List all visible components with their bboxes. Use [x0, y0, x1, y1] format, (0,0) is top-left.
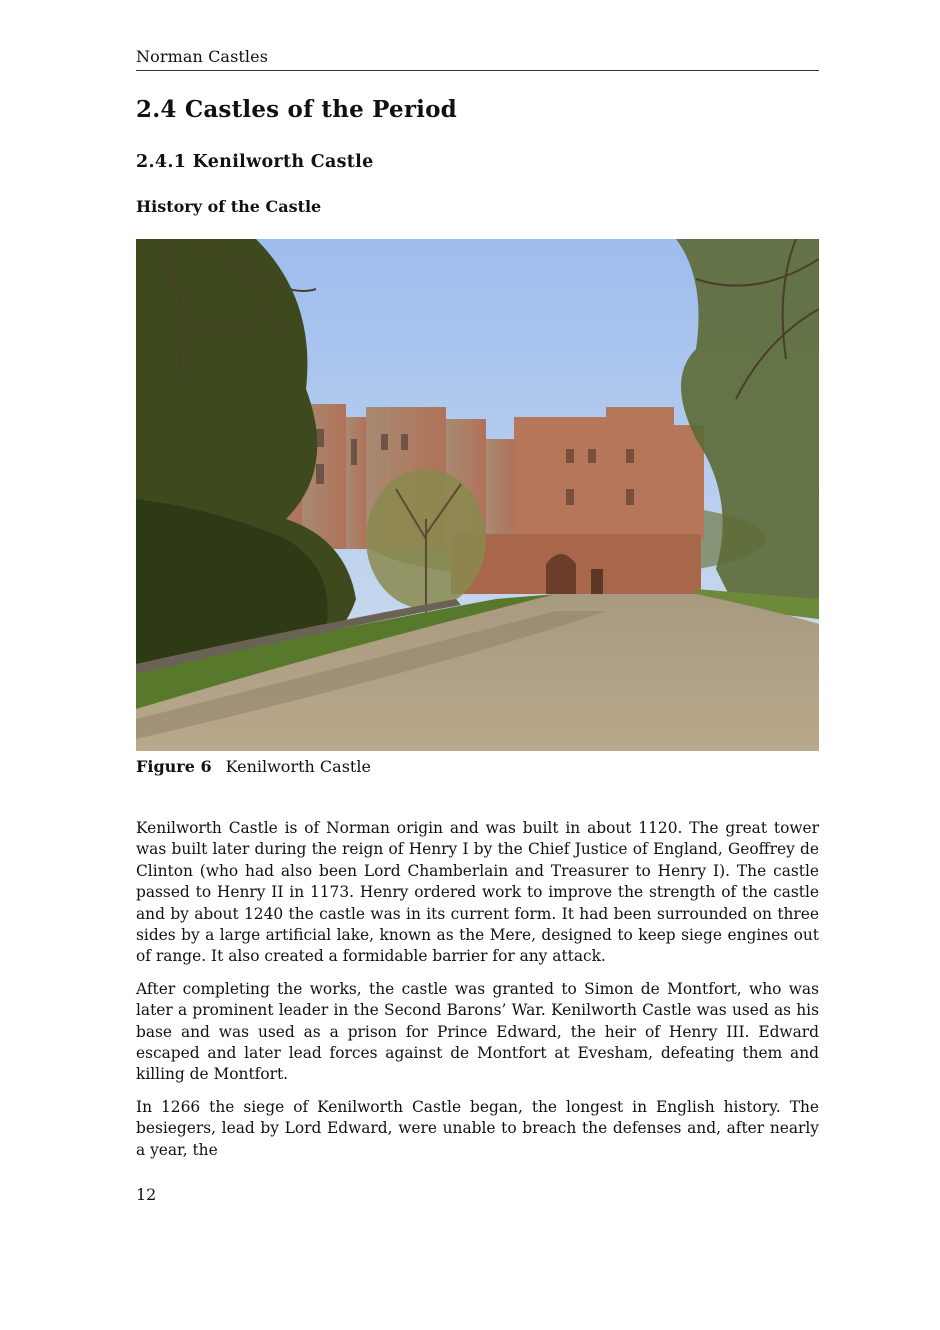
- header-rule: [136, 70, 819, 71]
- castle-photo: [136, 239, 819, 751]
- page-number: 12: [136, 1185, 157, 1204]
- figure-label: Figure 6: [136, 757, 212, 776]
- figure-caption-text: Kenilworth Castle: [225, 757, 371, 776]
- running-header: Norman Castles: [136, 47, 269, 66]
- body-paragraph: Kenilworth Castle is of Norman origin and was built in about 1120. The great tower was built later during the reign of Henry I by the Chief Justice of England, Geoffrey de Clinton (who had also been Lord Chamberlain and Treasurer to Henry I). The castle passed to Henry II in 1173. Henry ordered work to improve the strength of the castle and by about 1240 the castle was in its current form. It had been surrounded on three sides by a large artificial lake, known as the Mere, designed to keep siege engines out of range. It also created a formidable barrier for any attack.: [136, 819, 819, 966]
- subsection-heading: 2.4.1 Kenilworth Castle: [136, 152, 374, 172]
- figure-caption: [136, 757, 371, 776]
- section-heading: 2.4 Castles of the Period: [136, 96, 457, 123]
- great-tower: [514, 407, 704, 539]
- castle-photo-illustration: [136, 239, 819, 751]
- body-text: [136, 818, 819, 1172]
- body-paragraph: In 1266 the siege of Kenilworth Castle began, the longest in English history. The besiegers, lead by Lord Edward, were unable to breach the defenses and, after nearly a year, the: [136, 1097, 819, 1159]
- body-paragraph: After completing the works, the castle was granted to Simon de Montfort, who was later a prominent leader in the Second Barons’ War. Kenilworth Castle was used as his base and was used as a prison for Prince Edward, the heir of Henry III. Edward escaped and later lead forces against de Montfort at Evesham, defeating them and killing de Montfort.: [136, 979, 819, 1084]
- paragraph-heading: History of the Castle: [136, 197, 322, 216]
